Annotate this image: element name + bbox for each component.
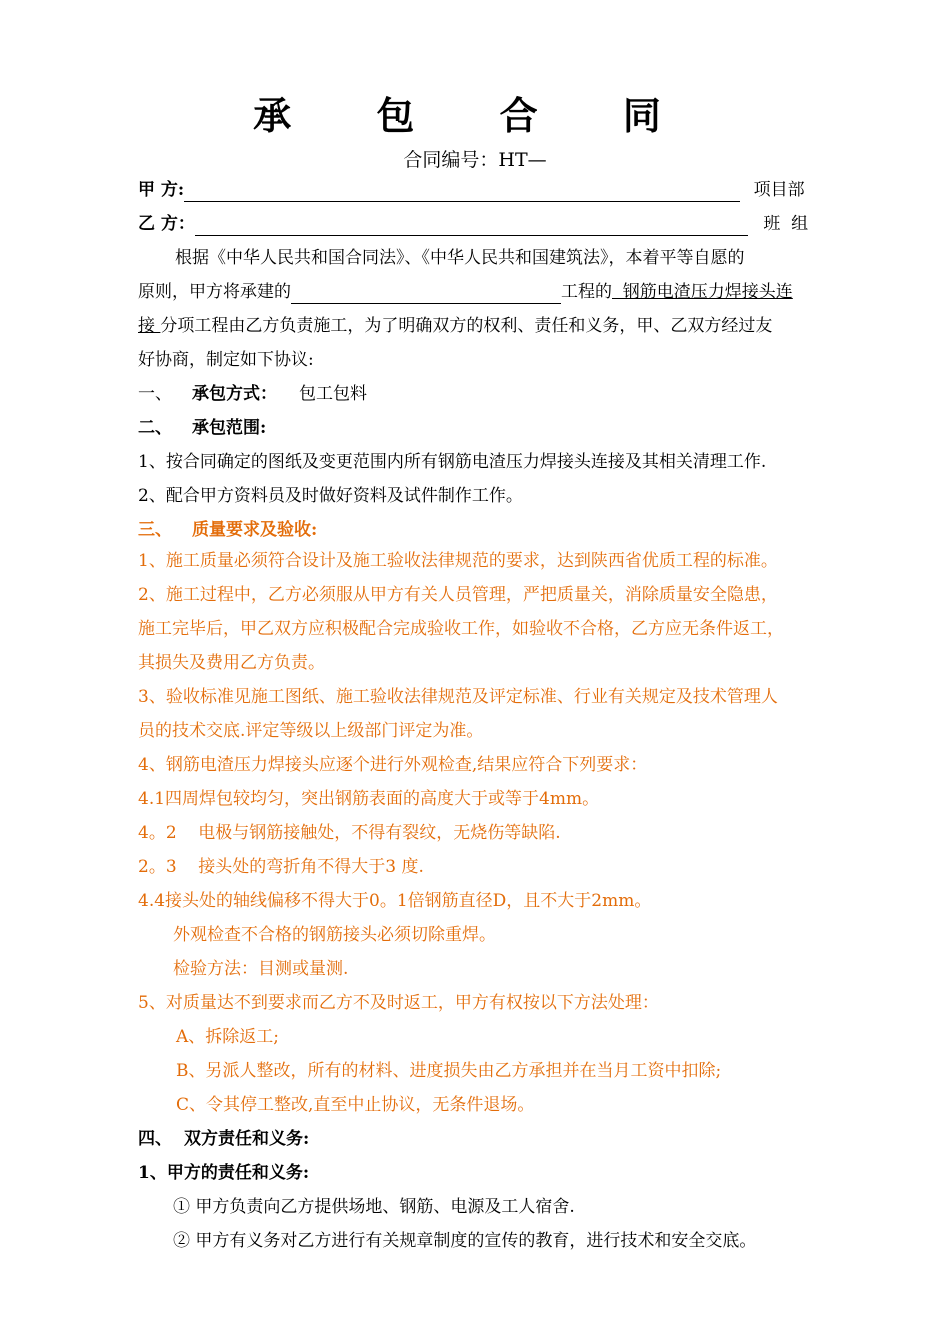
party-a-blank xyxy=(184,181,740,202)
intro-line-4: 好协商，制定如下协议: xyxy=(138,350,314,370)
section-3-title: 质量要求及验收: xyxy=(192,520,318,540)
section-3-line-4-3: 2。3 接头处的弯折角不得大于3 度. xyxy=(138,857,424,877)
section-3-line-3b: 员的技术交底.评定等级以上级部门评定为准。 xyxy=(138,721,484,741)
section-4-item-1: ① 甲方负责向乙方提供场地、钢筋、电源及工人宿舍. xyxy=(173,1197,575,1217)
section-3-line-4-1: 4.1四周焊包较均匀，突出钢筋表面的高度大于或等于4mm。 xyxy=(138,789,600,809)
intro-line-2 xyxy=(138,280,793,304)
party-b-blank xyxy=(195,215,748,236)
party-b-line xyxy=(138,212,808,236)
section-3-line-2c: 其损失及费用乙方负责。 xyxy=(138,653,325,673)
section-3-line-5c: C、令其停工整改,直至中止协议，无条件退场。 xyxy=(176,1095,535,1115)
section-3-line-5: 5、对质量达不到要求而乙方不及时返工，甲方有权按以下方法处理： xyxy=(138,993,659,1013)
section-1-value: 包工包料 xyxy=(299,384,367,404)
party-a-suffix: 项目部 xyxy=(753,180,805,200)
section-3-line-5a: A、拆除返工; xyxy=(176,1027,280,1047)
section-4-item-2: ② 甲方有义务对乙方进行有关规章制度的宣传的教育，进行技术和安全交底。 xyxy=(173,1231,757,1251)
intro-line-2u: 钢筋电渣压力焊接头连 xyxy=(612,282,793,302)
section-3-num: 三、 xyxy=(138,520,172,540)
section-1-num: 一、 xyxy=(138,384,172,404)
section-2-heading xyxy=(138,416,266,440)
section-4-sub-1: 1、甲方的责任和义务: xyxy=(138,1163,310,1183)
section-3-line-2b: 施工完毕后，甲乙双方应积极配合完成验收工作，如验收不合格，乙方应无条件返工， xyxy=(138,619,784,639)
party-a-label: 甲 方: xyxy=(138,180,185,200)
section-3-note-1: 外观检查不合格的钢筋接头必须切除重焊。 xyxy=(173,925,496,945)
section-3-heading xyxy=(138,518,317,542)
contract-number: 合同编号：HT— xyxy=(403,149,547,171)
section-4-num: 四、 xyxy=(138,1129,172,1149)
party-b-suffix: 班 组 xyxy=(763,214,809,234)
section-2-title: 承包范围: xyxy=(192,418,267,438)
section-4-title: 双方责任和义务: xyxy=(184,1129,310,1149)
section-3-line-4-2: 4。2 电极与钢筋接触处，不得有裂纹，无烧伤等缺陷. xyxy=(138,823,561,843)
intro-line-3u: 接 xyxy=(138,316,161,336)
section-2-item-2: 2、配合甲方资料员及时做好资料及试件制作工作。 xyxy=(138,486,523,506)
section-3-note-2: 检验方法：目测或量测. xyxy=(173,959,349,979)
section-1 xyxy=(138,382,367,406)
section-3-line-2a: 2、施工过程中，乙方必须服从甲方有关人员管理，严把质量关，消除质量安全隐患， xyxy=(138,585,778,605)
intro-line-1: 根据《中华人民共和国合同法》、《中华人民共和国建筑法》，本着平等自愿的 xyxy=(175,248,745,268)
section-3-line-4: 4、钢筋电渣压力焊接头应逐个进行外观检查,结果应符合下列要求： xyxy=(138,755,648,775)
intro-line-3b: 分项工程由乙方负责施工，为了明确双方的权利、责任和义务，甲、乙双方经过友 xyxy=(160,316,773,336)
party-b-label: 乙 方： xyxy=(138,214,195,234)
section-2-num: 二、 xyxy=(138,418,172,438)
intro-line-2a: 原则，甲方将承建的 xyxy=(138,282,291,302)
section-3-line-3a: 3、验收标准见施工图纸、施工验收法律规范及评定标准、行业有关规定及技术管理人 xyxy=(138,687,778,707)
party-a-line xyxy=(138,178,805,202)
section-3-line-4-4: 4.4接头处的轴线偏移不得大于0。1倍钢筋直径D，且不大于2mm。 xyxy=(138,891,652,911)
section-4-heading xyxy=(138,1127,309,1151)
section-3-line-1: 1、施工质量必须符合设计及施工验收法律规范的要求，达到陕西省优质工程的标准。 xyxy=(138,551,778,571)
section-2-item-1: 1、按合同确定的图纸及变更范围内所有钢筋电渣压力焊接头连接及其相关清理工作. xyxy=(138,452,767,472)
section-1-title: 承包方式： xyxy=(192,384,277,404)
document-title: 承 包 合 同 xyxy=(253,93,697,138)
intro-line-2b: 工程的 xyxy=(561,282,612,302)
project-name-blank xyxy=(291,283,561,304)
intro-line-3 xyxy=(138,314,772,338)
section-3-line-5b: B、另派人整改，所有的材料、进度损失由乙方承担并在当月工资中扣除; xyxy=(176,1061,722,1081)
